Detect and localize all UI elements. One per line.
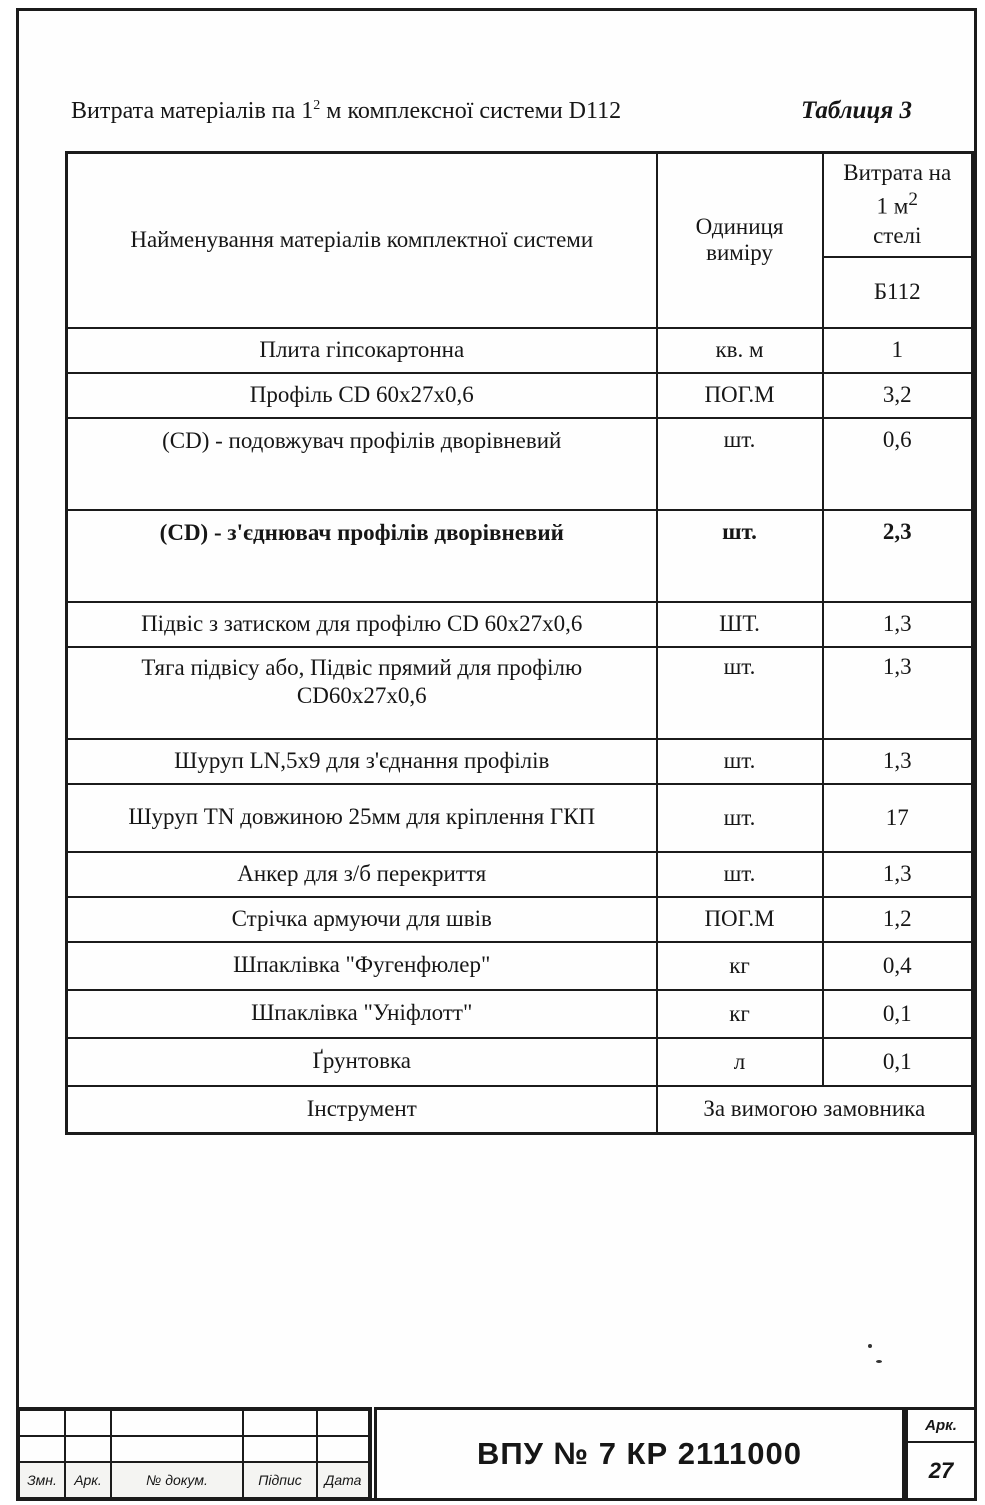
material-name-cell: (CD) - з'єднювач профілів дворівневий bbox=[67, 510, 657, 602]
table-row bbox=[67, 328, 973, 373]
value-cell: 0,6 bbox=[823, 418, 973, 510]
table-row bbox=[67, 418, 973, 510]
header-row bbox=[67, 153, 973, 257]
scan-speckle bbox=[876, 1360, 882, 1363]
unit-cell: ПОГ.М bbox=[657, 373, 823, 418]
revision-cell bbox=[317, 1436, 369, 1462]
value-cell: 2,3 bbox=[823, 510, 973, 602]
material-name-cell: Стрічка армуючи для швів bbox=[67, 897, 657, 942]
value-cell: 0,1 bbox=[823, 990, 973, 1038]
page-frame bbox=[16, 8, 977, 1501]
materials-table bbox=[65, 151, 974, 1135]
revision-cell bbox=[19, 1410, 65, 1436]
material-name-cell: Плита гіпсокартонна bbox=[67, 328, 657, 373]
title-superscript: 2 bbox=[313, 98, 321, 113]
unit-cell: ШТ. bbox=[657, 602, 823, 647]
value-cell: 3,2 bbox=[823, 373, 973, 418]
value-cell: 1,2 bbox=[823, 897, 973, 942]
unit-cell: ПОГ.М bbox=[657, 897, 823, 942]
revision-cell bbox=[243, 1436, 317, 1462]
scan-speckle bbox=[868, 1344, 872, 1348]
table-row bbox=[67, 897, 973, 942]
revision-cell bbox=[65, 1436, 111, 1462]
header-name: Найменування матеріалів комплектної системи bbox=[67, 153, 657, 328]
sheet-column bbox=[905, 1407, 977, 1501]
value-cell: 1,3 bbox=[823, 602, 973, 647]
table-row bbox=[67, 852, 973, 897]
unit-cell: шт. bbox=[657, 739, 823, 784]
revision-table bbox=[16, 1407, 372, 1501]
value-cell: 17 bbox=[823, 784, 973, 852]
material-name-cell: Шпаклівка "Уніфлотт" bbox=[67, 990, 657, 1038]
header-rate-superscript: 2 bbox=[908, 189, 918, 211]
material-name-cell: Підвіс з затиском для профілю CD 60х27х0,6 bbox=[67, 602, 657, 647]
unit-cell: шт. bbox=[657, 418, 823, 510]
value-cell: 1,3 bbox=[823, 852, 973, 897]
table-caption: Таблиця 3 bbox=[801, 97, 912, 124]
revision-label-ark: Арк. bbox=[65, 1462, 111, 1498]
table-row bbox=[67, 602, 973, 647]
unit-cell: кв. м bbox=[657, 328, 823, 373]
sheet-number: 27 bbox=[905, 1443, 977, 1501]
header-rate-line1: Витрата на bbox=[843, 160, 952, 186]
unit-cell: кг bbox=[657, 942, 823, 990]
revision-cell bbox=[65, 1410, 111, 1436]
value-cell: 1,3 bbox=[823, 647, 973, 739]
revision-label-signature: Підпис bbox=[243, 1462, 317, 1498]
material-name-cell: Шуруп LN,5х9 для з'єднання профілів bbox=[67, 739, 657, 784]
unit-cell: шт. bbox=[657, 784, 823, 852]
material-name-cell: (CD) - подовжувач профілів дворівневий bbox=[67, 418, 657, 510]
value-cell: 0,4 bbox=[823, 942, 973, 990]
unit-cell: шт. bbox=[657, 510, 823, 602]
header-rate-line2: 1 м bbox=[876, 193, 909, 219]
revision-label-zmn: Змн. bbox=[19, 1462, 65, 1498]
revision-cell bbox=[111, 1410, 243, 1436]
header-rate-line3: стелі bbox=[873, 222, 922, 248]
title-text: Витрата матеріалів па 1 bbox=[71, 98, 314, 124]
table-footer-row bbox=[67, 1086, 973, 1134]
header-rate bbox=[823, 153, 973, 257]
document-title bbox=[71, 98, 621, 125]
table-row bbox=[67, 990, 973, 1038]
revision-label-docnum: № докум. bbox=[111, 1462, 243, 1498]
revision-cell bbox=[317, 1410, 369, 1436]
material-name-cell: Інструмент bbox=[67, 1086, 657, 1134]
revision-label-date: Дата bbox=[317, 1462, 369, 1498]
unit-cell: шт. bbox=[657, 647, 823, 739]
table-row bbox=[67, 647, 973, 739]
title-block bbox=[16, 1407, 977, 1501]
table-row bbox=[67, 510, 973, 602]
sheet-label: Арк. bbox=[905, 1407, 977, 1443]
unit-cell: кг bbox=[657, 990, 823, 1038]
unit-cell: шт. bbox=[657, 852, 823, 897]
material-name-cell: Шпаклівка "Фугенфюлер" bbox=[67, 942, 657, 990]
footer-value-cell: За вимогою замовника bbox=[657, 1086, 973, 1134]
header-series: Б112 bbox=[823, 257, 973, 328]
table-row bbox=[67, 784, 973, 852]
material-name-cell: Шуруп TN довжиною 25мм для кріплення ГКП bbox=[67, 784, 657, 852]
doc-code: ВПУ № 7 КР 2111000 bbox=[374, 1407, 905, 1501]
material-name-cell: Тяга підвісу або, Підвіс прямий для профілю CD60х27х0,6 bbox=[67, 647, 657, 739]
header-unit: Одиниця виміру bbox=[657, 153, 823, 328]
table-row bbox=[67, 739, 973, 784]
value-cell: 1,3 bbox=[823, 739, 973, 784]
material-name-cell: Анкер для з/б перекриття bbox=[67, 852, 657, 897]
table-row bbox=[67, 373, 973, 418]
table-row bbox=[67, 942, 973, 990]
revision-cell bbox=[19, 1436, 65, 1462]
revision-cell bbox=[111, 1436, 243, 1462]
table-row bbox=[67, 1038, 973, 1086]
value-cell: 1 bbox=[823, 328, 973, 373]
title-text-rest: м комплексної системи D112 bbox=[320, 98, 622, 124]
value-cell: 0,1 bbox=[823, 1038, 973, 1086]
revision-cell bbox=[243, 1410, 317, 1436]
material-name-cell: Профіль CD 60х27х0,6 bbox=[67, 373, 657, 418]
document-title-row bbox=[19, 97, 974, 125]
unit-cell: л bbox=[657, 1038, 823, 1086]
material-name-cell: Ґрунтовка bbox=[67, 1038, 657, 1086]
